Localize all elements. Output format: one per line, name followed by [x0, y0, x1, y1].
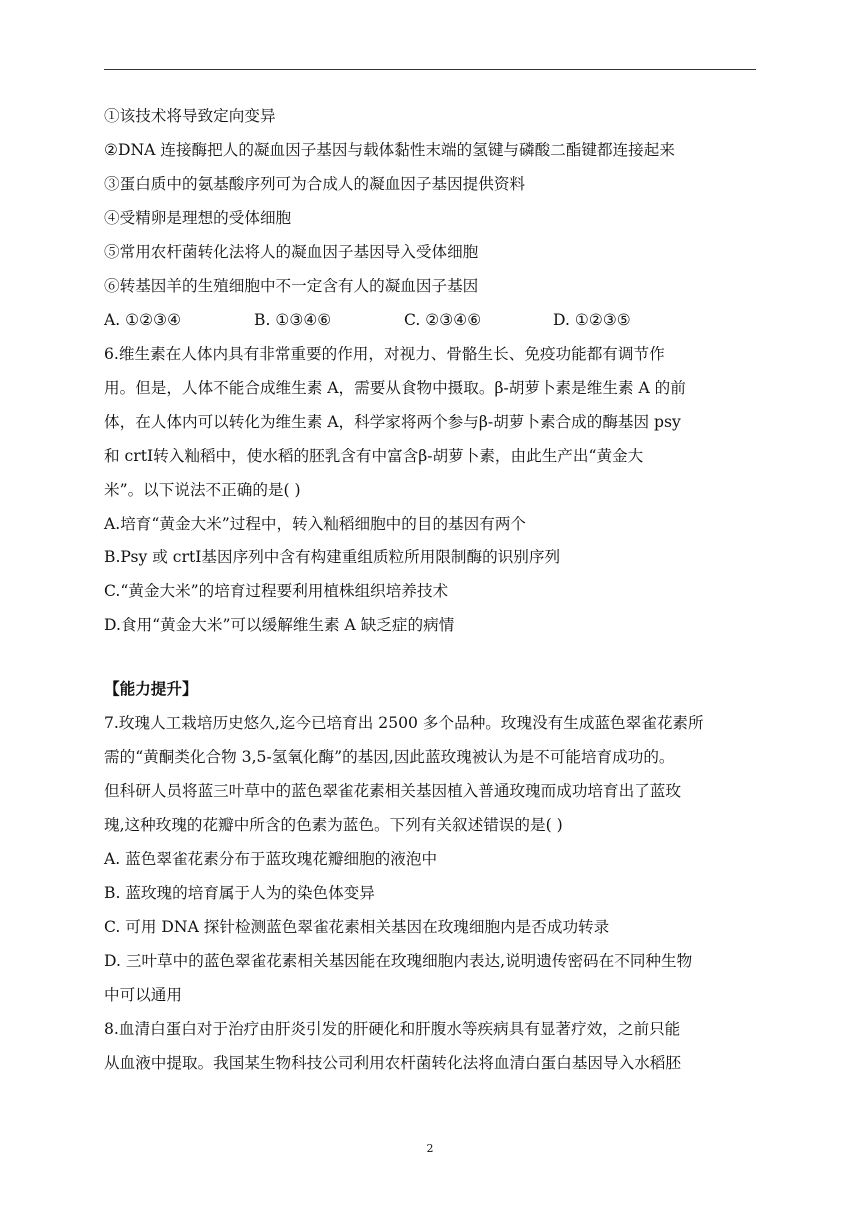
- q7-option-b: B. 蓝玫瑰的培育属于人为的染色体变异: [104, 884, 375, 902]
- q6-stem-line: 体，在人体内可以转化为维生素 A，科学家将两个参与β-胡萝卜素合成的酶基因 psy: [104, 413, 681, 431]
- header-rule: [104, 69, 756, 70]
- q6-stem-line: 和 crtⅠ转入籼稻中，使水稻的胚乳含有中富含β-胡萝卜素，由此生产出“黄金大: [104, 447, 644, 465]
- q5-option-a: A. ①②③④: [104, 311, 182, 329]
- q5-option-d: D. ①②③⑤: [553, 311, 631, 329]
- statement-3: ③蛋白质中的氨基酸序列可为合成人的凝血因子基因提供资料: [104, 175, 526, 193]
- q6-option-a: A.培育“黄金大米”过程中，转入籼稻细胞中的目的基因有两个: [104, 515, 527, 533]
- page-number: 2: [426, 1142, 434, 1155]
- q7-option-d-continued: 中可以通用: [104, 986, 182, 1004]
- q7-option-a: A. 蓝色翠雀花素分布于蓝玫瑰花瓣细胞的液泡中: [104, 850, 438, 868]
- q5-option-b: B. ①③④⑥: [254, 311, 332, 329]
- q6-stem-line: 6.维生素在人体内具有非常重要的作用，对视力、骨骼生长、免疫功能都有调节作: [104, 345, 665, 363]
- q6-stem-line: 用。但是，人体不能合成维生素 A，需要从食物中摄取。β-胡萝卜素是维生素 A 的前: [104, 379, 686, 397]
- q5-option-c: C. ②③④⑥: [404, 311, 482, 329]
- statement-1: ①该技术将导致定向变异: [104, 107, 276, 125]
- q8-stem-line: 8.血清白蛋白对于治疗由肝炎引发的肝硬化和肝腹水等疾病具有显著疗效，之前只能: [104, 1020, 681, 1038]
- statement-5: ⑤常用农杆菌转化法将人的凝血因子基因导入受体细胞: [104, 243, 479, 261]
- statement-6: ⑥转基因羊的生殖细胞中不一定含有人的凝血因子基因: [104, 277, 479, 295]
- q7-stem-line: 需的“黄酮类化合物 3,5-氢氧化酶”的基因,因此蓝玫瑰被认为是不可能培育成功的。: [104, 748, 675, 766]
- q7-stem-line: 但科研人员将蓝三叶草中的蓝色翠雀花素相关基因植入普通玫瑰而成功培育出了蓝玫: [104, 782, 681, 800]
- section-heading: 【能力提升】: [104, 679, 198, 698]
- q7-stem-line: 瑰,这种玫瑰的花瓣中所含的色素为蓝色。下列有关叙述错误的是( ): [104, 816, 563, 834]
- q7-stem-line: 7.玫瑰人工栽培历史悠久,迄今已培育出 2500 多个品种。玫瑰没有生成蓝色翠雀花素所: [104, 714, 704, 732]
- q6-option-b: B.Psy 或 crtⅠ基因序列中含有构建重组质粒所用限制酶的识别序列: [104, 548, 561, 566]
- q6-stem-line: 米”。以下说法不正确的是( ): [104, 481, 301, 499]
- q6-option-c: C.“黄金大米”的培育过程要利用植株组织培养技术: [104, 582, 449, 600]
- q8-stem-line: 从血液中提取。我国某生物科技公司利用农杆菌转化法将血清白蛋白基因导入水稻胚: [104, 1054, 681, 1072]
- q7-option-c: C. 可用 DNA 探针检测蓝色翠雀花素相关基因在玫瑰细胞内是否成功转录: [104, 918, 610, 936]
- statement-4: ④受精卵是理想的受体细胞: [104, 209, 292, 227]
- statement-2: ②DNA 连接酶把人的凝血因子基因与载体黏性末端的氢键与磷酸二酯键都连接起来: [104, 141, 675, 159]
- q7-option-d: D. 三叶草中的蓝色翠雀花素相关基因能在玫瑰细胞内表达,说明遗传密码在不同种生物: [104, 952, 693, 970]
- q6-option-d: D.食用“黄金大米”可以缓解维生素 A 缺乏症的病情: [104, 616, 455, 634]
